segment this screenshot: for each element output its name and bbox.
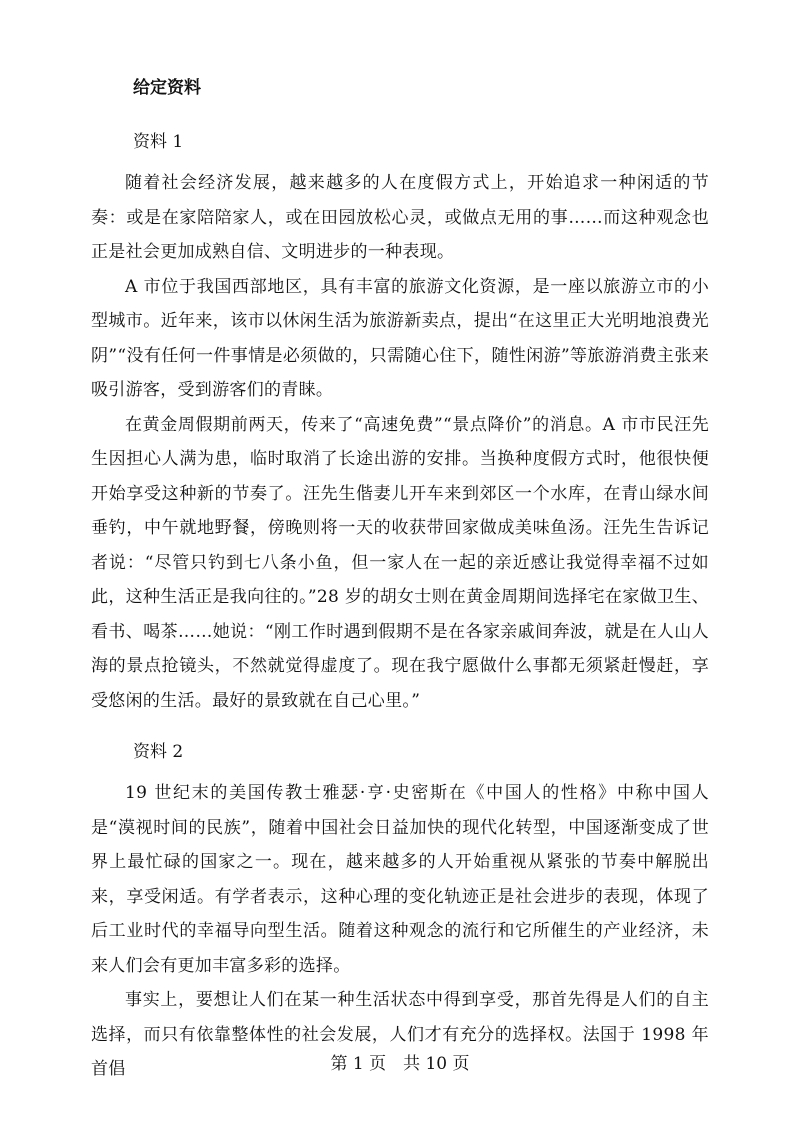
page-number-footer: 第 1 页 共 10 页 (330, 1054, 470, 1074)
paragraph: 在黄金周假期前两天，传来了“高速免费”“景点降价”的消息。A 市市民汪先生因担心人满为患，临时取消了长途出游的安排。当换种度假方式时，他很快便开始享受这种新的节奏了。汪先生偕妻儿开车来到郊区一个水库，在青山绿水间垂钓，中午就地野餐，傍晚则将一天的收获带回家做成美味鱼汤。汪先生告诉记者说：“尽管只钓到七八条小鱼，但一家人在一起的亲近感让我觉得幸福不过如此，这种生活正是我向往的。”28 岁的胡女士则在黄金周期间选择宅在家做卫生、看书、喝茶……她说：“刚工作时遇到假期不是在各家亲戚间奔波，就是在人山人海的景点抢镜头，不然就觉得虚度了。现在我宁愿做什么事都无须紧赶慢赶，享受悠闲的生活。最好的景致就在自己心里。” (91, 414, 709, 711)
paragraph: 事实上，要想让人们在某一种生活状态中得到享受，那首先得是人们的自主选择，而只有依靠整体性的社会发展，人们才有充分的选择权。法国于 1998 年首倡 (91, 990, 709, 1079)
paragraph: 19 世纪末的美国传教士雅瑟·亨·史密斯在《中国人的性格》中称中国人是“漠视时间的民族”，随着中国社会日益加快的现代化转型，中国逐渐变成了世界上最忙碌的国家之一。现在，越来越多的人开始重视从紧张的节奏中解脱出来，享受闲适。有学者表示，这种心理的变化轨迹正是社会进步的表现，体现了后工业时代的幸福导向型生活。随着这种观念的流行和它所催生的产业经济，未来人们会有更加丰富多彩的选择。 (91, 783, 709, 976)
paragraph: A 市位于我国西部地区，具有丰富的旅游文化资源，是一座以旅游立市的小型城市。近年来，该市以休闲生活为旅游新卖点，提出“在这里正大光明地浪费光阴”“没有任何一件事情是必须做的，只需随心住下，随性闲游”等旅游消费主张来吸引游客，受到游客们的青睐。 (91, 276, 709, 400)
paragraph: 随着社会经济发展，越来越多的人在度假方式上，开始追求一种闲适的节奏：或是在家陪陪家人，或在田园放松心灵，或做点无用的事……而这种观念也正是社会更加成熟自信、文明进步的一种表现。 (91, 173, 709, 262)
section-heading: 资料 2 (133, 742, 184, 762)
section-2 (91, 738, 709, 1087)
section-spacer (91, 718, 709, 738)
page-title: 给定资料 (133, 78, 201, 98)
section-1 (91, 128, 709, 718)
section-heading: 资料 1 (133, 132, 184, 152)
document-body (91, 76, 709, 1087)
